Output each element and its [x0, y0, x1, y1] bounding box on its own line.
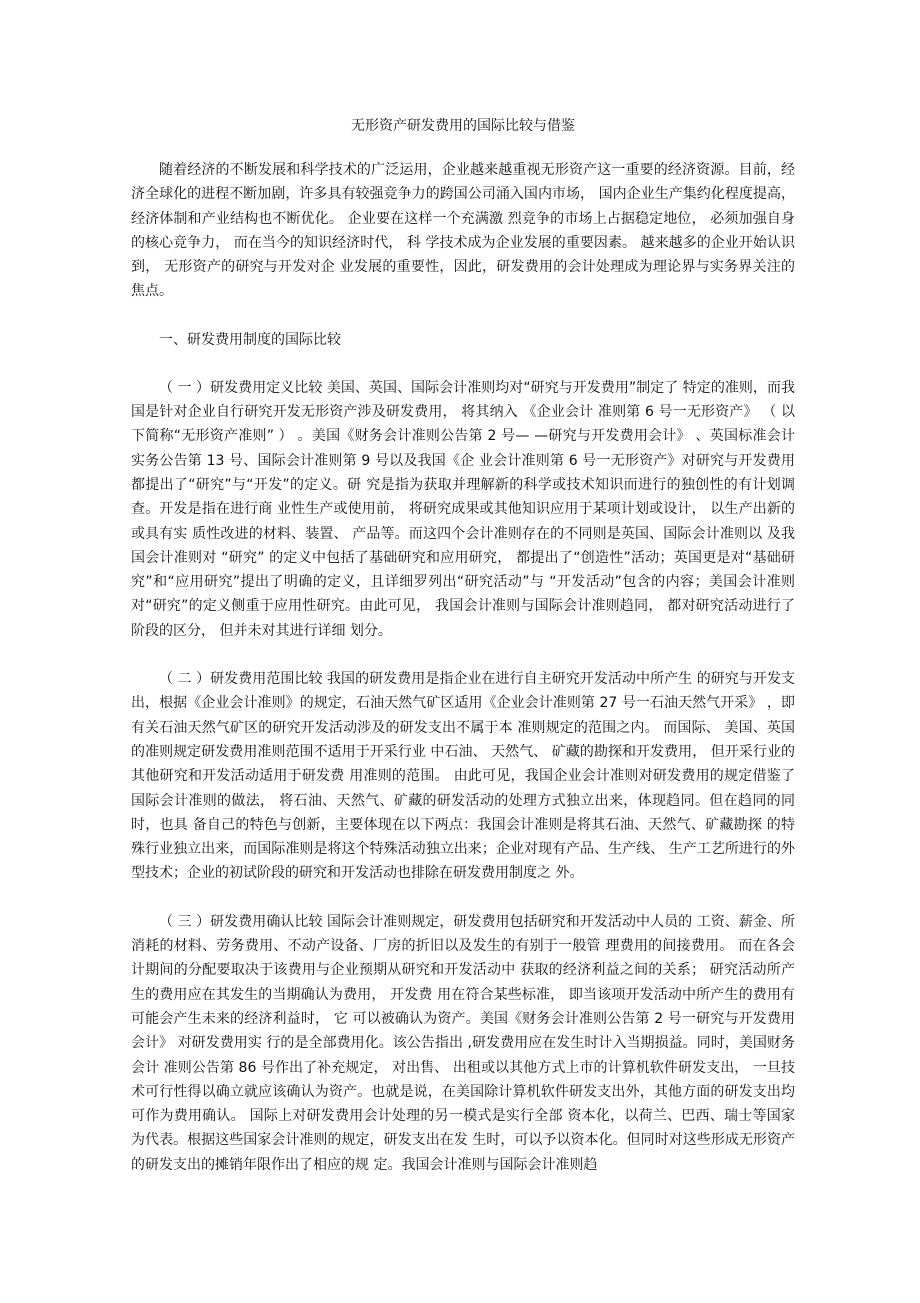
- scope-comparison-paragraph: （ 二 ）研发费用范围比较 我国的研发费用是指企业在进行自主研究开发活动中所产生 的研究与开发支出，根据《企业会计准则》的规定，石油天然气矿区适用《企业会计准则第 27 号一石油天然气开采》 ，即有关石油天然气矿区的研究开发活动涉及的研发支出不属于本 准则规定的范围之内。 而国际、 美国、英国的准则规定研发费用准则范围不适用于开采行业 中石油、 天然气、 矿藏的勘探和开发费用， 但开采行业的其他研究和开发活动适用于研发费 用准则的范围。 由此可见，我国企业会计准则对研发费用的规定借鉴了国际会计准则的做法， 将石油、天然气、矿藏的研发活动的处理方式独立出来，体现趋同。但在趋同的同时，也具 备自己的特色与创新，主要体现在以下两点：我国会计准则是将其石油、天然气、矿藏勘探 的特殊行业独立出来，而国际准则是将这个特殊活动独立出来；企业对现有产品、生产线、 生产工艺所进行的外型技术；企业的初试阶段的研究和开发活动也排除在研发费用制度之 外。: [131, 671, 795, 882]
- definition-comparison-paragraph: （ 一 ）研发费用定义比较 美国、英国、国际会计准则均对“研究与开发费用”制定了 特定的准则，而我国是针对企业自行研究开发无形资产涉及研发费用， 将其纳入 《企业会计 准则第 6 号一无形资产》 （ 以下简称“无形资产准则” ） 。美国《财务会计准则公告第 2 号— —研究与开发费用会计》 、英国标准会计实务公告第 13 号、国际会计准则第 9 号以及我国《企 业会计准则第 6 号一无形资产》对研究与开发费用都提出了“研究”与“开发”的定义。研 究是指为获取并理解新的科学或技术知识而进行的独创性的有计划调查。开发是指在进行商 业性生产或使用前， 将研究成果或其他知识应用于某项计划或设计， 以生产出新的或具有实 质性改进的材料、装置、 产品等。而这四个会计准则存在的不同则是英国、国际会计准则以 及我国会计准则对 “研究” 的定义中包括了基础研究和应用研究， 都提出了“创造性”活动；英国更是对“基础研究”和“应用研究”提出了明确的定义，且详细罗列出“研究活动”与 “开发活动”包含的内容；美国会计准则对“研究”的定义侧重于应用性研究。由此可见， 我国会计准则与国际会计准则趋同， 都对研究活动进行了阶段的区分， 但并未对其进行详细 划分。: [131, 379, 795, 639]
- document-title: 无形资产研发费用的国际比较与借鉴: [351, 118, 575, 134]
- intro-paragraph: 随着经济的不断发展和科学技术的广泛运用，企业越来越重视无形资产这一重要的经济资源。目前，经济全球化的进程不断加剧，许多具有较强竞争力的跨国公司涌入国内市场， 国内企业生产集约化程度提高， 经济体制和产业结构也不断优化。 企业要在这样一个充满激 烈竞争的市场上占据稳定地位， 必须加强自身的核心竞争力， 而在当今的知识经济时代， 科 学技术成为企业发展的重要因素。 越来越多的企业开始认识到， 无形资产的研究与开发对企 业发展的重要性，因此，研发费用的会计处理成为理论界与实务界关注的焦点。: [131, 162, 795, 300]
- section-heading: 一、研发费用制度的国际比较: [159, 331, 341, 348]
- document-page: [131, 116, 795, 1201]
- recognition-comparison-paragraph: （ 三 ）研发费用确认比较 国际会计准则规定，研发费用包括研究和开发活动中人员的 工资、薪金、所消耗的材料、劳务费用、不动产设备、厂房的折旧以及发生的有别于一般管 理费用的间接费用。 而在各会计期间的分配要取决于该费用与企业预期从研究和开发活动中 获取的经济利益之间的关系； 研究活动所产生的费用应在其发生的当期确认为费用， 开发费 用在符合某些标准， 即当该项开发活动中所产生的费用有可能会产生未来的经济利益时， 它 可以被确认为资产。美国《财务会计准则公告第 2 号一研究与开发费用会计》 对研发费用实 行的是全部费用化。该公告指出 ,研发费用应在发生时计入当期损益。同时，美国财务会计 准则公告第 86 号作出了补充规定， 对出售、 出租或以其他方式上市的计算机软件研发支出， 一旦技术可行性得以确立就应该确认为资产。也就是说，在美国除计算机软件研发支出外，其他方面的研发支出均可作为费用确认。 国际上对研发费用会计处理的另一模式是实行全部 资本化，以荷兰、巴西、瑞士等国家为代表。根据这些国家会计准则的规定，研发支出在发 生时，可以予以资本化。但同时对这些形成无形资产的研发支出的摊销年限作出了相应的规 定。我国会计准则与国际会计准则趋: [131, 913, 795, 1173]
